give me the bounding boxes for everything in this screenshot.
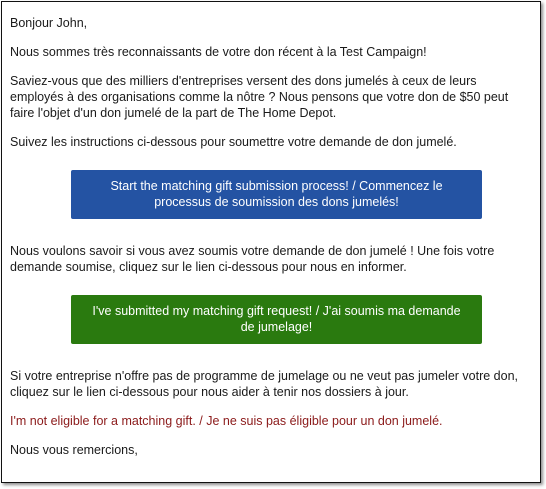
followup-paragraph: Nous voulons savoir si vous avez soumis votre demande de don jumelé ! Une fois votre demande soumise, cliquez sur le lien ci-dessous pour nous en informer.	[10, 244, 495, 274]
submitted-request-button[interactable]: I've submitted my matching gift request! / J'ai soumis ma demande de jumelage!	[71, 295, 482, 344]
not-eligible-link[interactable]: I'm not eligible for a matching gift. / Je ne suis pas éligible pour un don jumelé.	[10, 414, 443, 428]
start-matching-gift-button[interactable]: Start the matching gift submission process! / Commencez le processus de soumission des dons jumelés!	[71, 170, 482, 219]
info-paragraph: Saviez-vous que des milliers d'entreprises versent des dons jumelés à ceux de leurs employés à des organisations comme la nôtre ? Nous pensons que votre don de $50 peut faire l'objet d'un don jumelé de la part de The Home Depot.	[10, 74, 509, 120]
greeting-text: Bonjour John,	[10, 16, 88, 30]
no-program-paragraph: Si votre entreprise n'offre pas de programme de jumelage ou ne veut pas jumeler votre don, cliquez sur le lien ci-dessous pour nous aider à tenir nos dossiers à jour.	[10, 369, 518, 399]
thanks-paragraph: Nous sommes très reconnaissants de votre don récent à la Test Campaign!	[10, 45, 427, 59]
email-body	[10, 15, 530, 458]
closing-text: Nous vous remercions,	[10, 443, 138, 457]
email-frame	[1, 1, 541, 483]
instructions-paragraph: Suivez les instructions ci-dessous pour soumettre votre demande de don jumelé.	[10, 135, 457, 149]
